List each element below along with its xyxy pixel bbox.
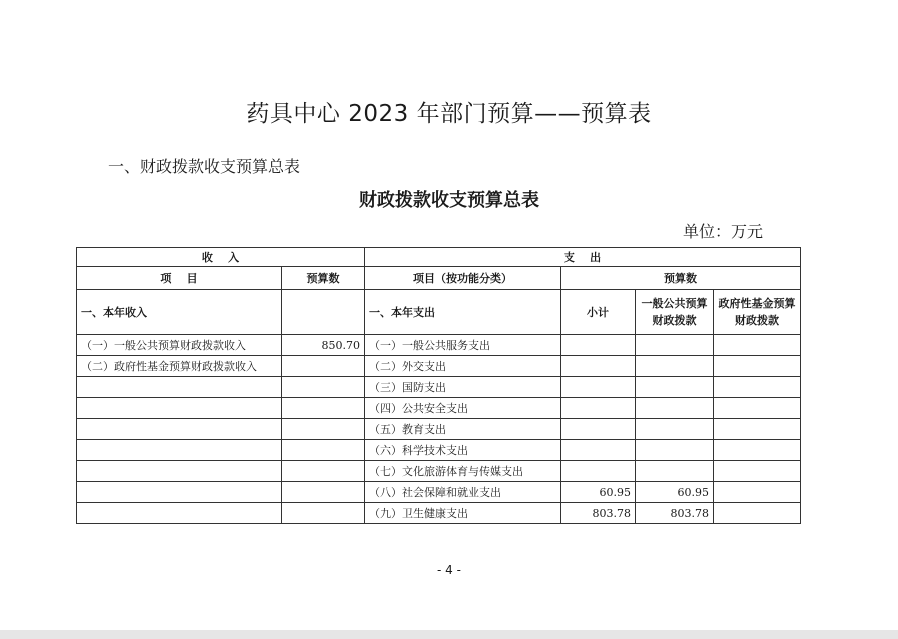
item-header: 项 目 [77,267,282,290]
income-amount-cell [282,356,365,377]
table-row [77,356,801,377]
income-total-value [282,290,365,335]
income-item-cell [77,503,282,524]
table-row [77,440,801,461]
table-row [77,419,801,440]
expense-item-cell: （一）一般公共服务支出 [365,335,561,356]
income-header: 收 入 [77,248,365,267]
expense-budget-header: 预算数 [561,267,801,290]
general-cell [636,440,714,461]
table-row [77,377,801,398]
fund-cell [714,482,801,503]
fund-cell [714,419,801,440]
header-row-1 [77,248,801,267]
subtotal-cell [561,419,636,440]
expense-item-cell: （二）外交支出 [365,356,561,377]
expense-item-cell: （九）卫生健康支出 [365,503,561,524]
expense-item-cell: （六）科学技术支出 [365,440,561,461]
subtotal-cell [561,335,636,356]
general-cell [636,461,714,482]
table-row [77,335,801,356]
income-item-cell [77,419,282,440]
fund-cell [714,440,801,461]
income-amount-cell [282,482,365,503]
income-item-cell [77,461,282,482]
general-cell [636,335,714,356]
expense-header: 支 出 [365,248,801,267]
subtotal-cell [561,440,636,461]
budget-amount-header: 预算数 [282,267,365,290]
expense-total-label: 一、本年支出 [365,290,561,335]
income-total-label: 一、本年收入 [77,290,282,335]
fund-cell [714,503,801,524]
section-heading: 一、财政拨款收支预算总表 [108,157,301,176]
income-item-cell [77,377,282,398]
fund-cell [714,377,801,398]
income-amount-cell [282,377,365,398]
fund-cell [714,335,801,356]
fund-cell [714,398,801,419]
expense-item-cell: （八）社会保障和就业支出 [365,482,561,503]
expense-item-cell: （五）教育支出 [365,419,561,440]
income-item-cell [77,482,282,503]
document-title: 药具中心 2023 年部门预算——预算表 [246,101,652,127]
page-number: - 4 - [437,563,461,577]
header-row-3 [77,290,801,335]
income-item-cell: （一）一般公共预算财政拨款收入 [77,335,282,356]
general-cell [636,377,714,398]
income-amount-cell [282,461,365,482]
subtotal-cell [561,377,636,398]
table-row [77,482,801,503]
income-amount-cell [282,440,365,461]
table-row [77,461,801,482]
subtotal-header: 小计 [561,290,636,335]
expense-item-header: 项目（按功能分类） [365,267,561,290]
income-amount-cell [282,419,365,440]
general-cell: 803.78 [636,503,714,524]
income-amount-cell: 850.70 [282,335,365,356]
expense-item-cell: （三）国防支出 [365,377,561,398]
general-cell: 60.95 [636,482,714,503]
table-row [77,398,801,419]
general-cell [636,356,714,377]
income-item-cell: （二）政府性基金预算财政拨款收入 [77,356,282,377]
income-item-cell [77,440,282,461]
general-public-header: 一般公共预算财政拨款 [636,290,714,335]
expense-item-cell: （七）文化旅游体育与传媒支出 [365,461,561,482]
subtotal-cell: 60.95 [561,482,636,503]
fund-cell [714,461,801,482]
header-row-2 [77,267,801,290]
subtotal-cell [561,356,636,377]
table-row [77,503,801,524]
subtotal-cell: 803.78 [561,503,636,524]
unit-label: 单位：万元 [683,222,764,241]
table-title: 财政拨款收支预算总表 [359,190,539,211]
subtotal-cell [561,398,636,419]
gov-fund-header: 政府性基金预算财政拨款 [714,290,801,335]
expense-item-cell: （四）公共安全支出 [365,398,561,419]
page-edge [0,630,898,639]
general-cell [636,398,714,419]
income-item-cell [77,398,282,419]
subtotal-cell [561,461,636,482]
budget-table [76,247,801,524]
fund-cell [714,356,801,377]
income-amount-cell [282,503,365,524]
general-cell [636,419,714,440]
income-amount-cell [282,398,365,419]
